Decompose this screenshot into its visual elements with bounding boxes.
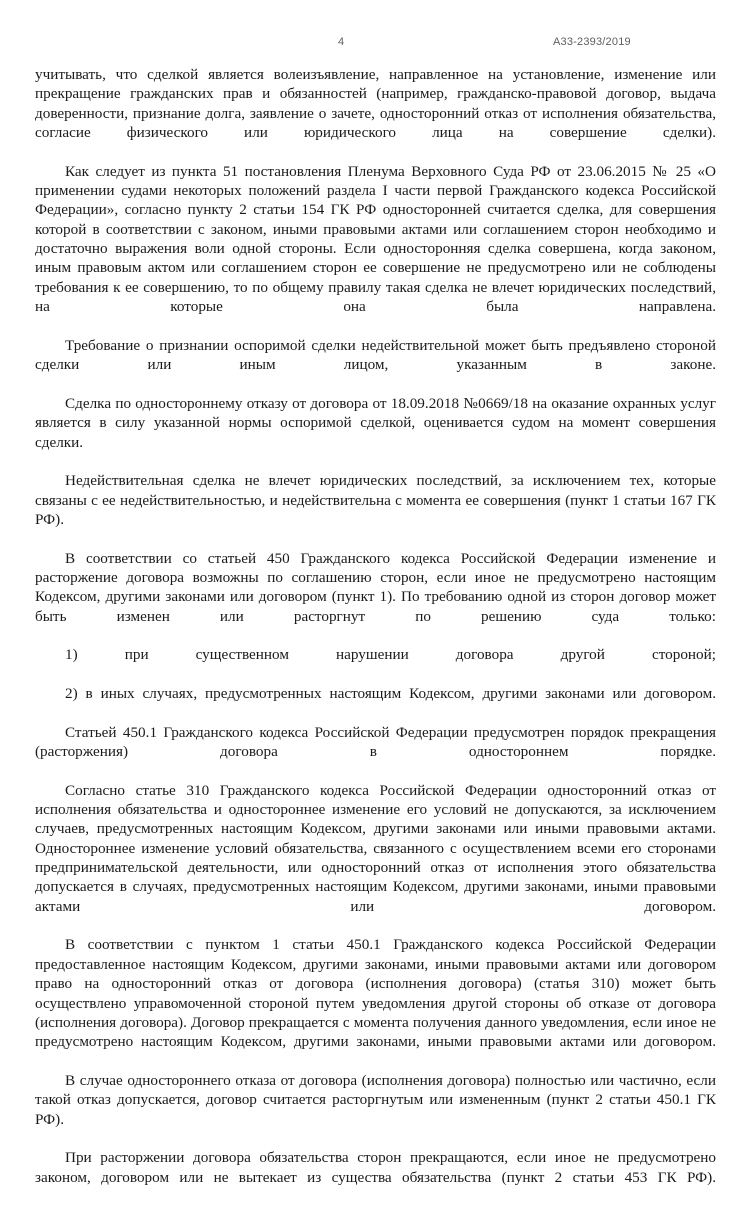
paragraph-p12-punkt-2-450-1: В случае одностороннего отказа от договора (исполнения договора) полностью или частично, если такой отказ допускается, договор считается расторгнутым или измененным (пункт 2 статьи 450.1 ГК РФ). [35, 1071, 720, 1128]
paragraph-p2-plenum-51: Как следует из пункта 51 постановления Пленума Верховного Суда РФ от 23.06.2015 № 25 «О применении судами некоторых положений раздела I части первой Гражданского кодекса Российской Федерации», согласно пункту 2 статьи 154 ГК РФ односторонней считается сделка, для совершения которой в соответствии с законом, иными правовыми актами или соглашением сторон необходимо и достаточно выражения воли одной стороны. Если односторонняя сделка совершена, когда законом, иным правовым актом или соглашением сторон ее совершение не предусмотрено или не соблюдены требования к ее совершению, то по общему правилу такая сделка не влечет юридических последствий, на которые она была направлена. [35, 162, 720, 316]
paragraph-p9-statya-450-1: Статьей 450.1 Гражданского кодекса Российской Федерации предусмотрен порядок прекращения (расторжения) договора в одностороннем порядке. [35, 723, 720, 761]
paragraph-p1-continuation: учитывать, что сделкой является волеизъявление, направленное на установление, изменение или прекращение гражданских прав и обязанностей (например, гражданско-правовой договор, выдача доверенности, признание долга, заявление о зачете, односторонний отказ от исполнения обязательства, согласие физического или юридического лица на совершение сделки). [35, 66, 720, 142]
page-number: 4 [338, 36, 345, 48]
case-number: А33-2393/2019 [553, 36, 631, 48]
paragraph-p7-list-1: 1) при существенном нарушении договора другой стороной; [65, 646, 716, 664]
paragraph-p13-punkt-2-453: При расторжении договора обязательства сторон прекращаются, если иное не предусмотрено законом, договором или не вытекает из существа обязательства (пункт 2 статьи 453 ГК РФ). [35, 1149, 720, 1186]
paragraph-p6-statya-450: В соответствии со статьей 450 Гражданского кодекса Российской Федерации изменение и расторжение договора возможны по соглашению сторон, если иное не предусмотрено настоящим Кодексом, другими законами или договором (пункт 1). По требованию одной из сторон договор может быть изменен или расторгнут по решению суда только: [35, 549, 720, 625]
paragraph-p8-list-2: 2) в иных случаях, предусмотренных настоящим Кодексом, другими законами или договором. [65, 685, 716, 702]
document-body [35, 65, 724, 1206]
paragraph-p10-statya-310: Согласно статье 310 Гражданского кодекса Российской Федерации односторонний отказ от исполнения обязательства и одностороннее изменение его условий не допускаются, за исключением случаев, предусмотренных настоящим Кодексом, другими законами или иными правовыми актами. Одностороннее изменение условий обязательства, связанного с осуществлением всеми его сторонами предпринимательской деятельности, или односторонний отказ от исполнения этого обязательства допускается в случаях, предусмотренных настоящим Кодексом, другими законами, иными правовыми актами или договором. [35, 781, 720, 915]
paragraph-p4-sdelka-otkaz: Сделка по одностороннему отказу от договора от 18.09.2018 №0669/18 на оказание охранных услуг является в силу указанной нормы оспоримой сделкой, оценивается судом на момент совершения сделки. [35, 394, 724, 451]
paragraph-p5-nedeistvitelnaya: Недействительная сделка не влечет юридических последствий, за исключением тех, которые связаны с ее недействительностью, и недействительна с момента ее совершения (пункт 1 статьи 167 ГК РФ). [35, 472, 720, 528]
running-header [0, 36, 750, 54]
paragraph-p11-punkt-1-450-1: В соответствии с пунктом 1 статьи 450.1 Гражданского кодекса Российской Федерации предоставленное настоящим Кодексом, другими законами, иными правовыми актами или договором право на односторонний отказ от договора (исполнения договора) (статья 310) может быть осуществлено управомоченной стороной путем уведомления другой стороны об отказе от договора (исполнения договора). Договор прекращается с момента получения данного уведомления, если иное не предусмотрено настоящим Кодексом, другими законами, иными правовыми актами или договором. [35, 936, 720, 1051]
paragraph-p3-trebovanie: Требование о признании оспоримой сделки недействительной может быть предъявлено стороной сделки или иным лицом, указанным в законе. [35, 336, 720, 374]
